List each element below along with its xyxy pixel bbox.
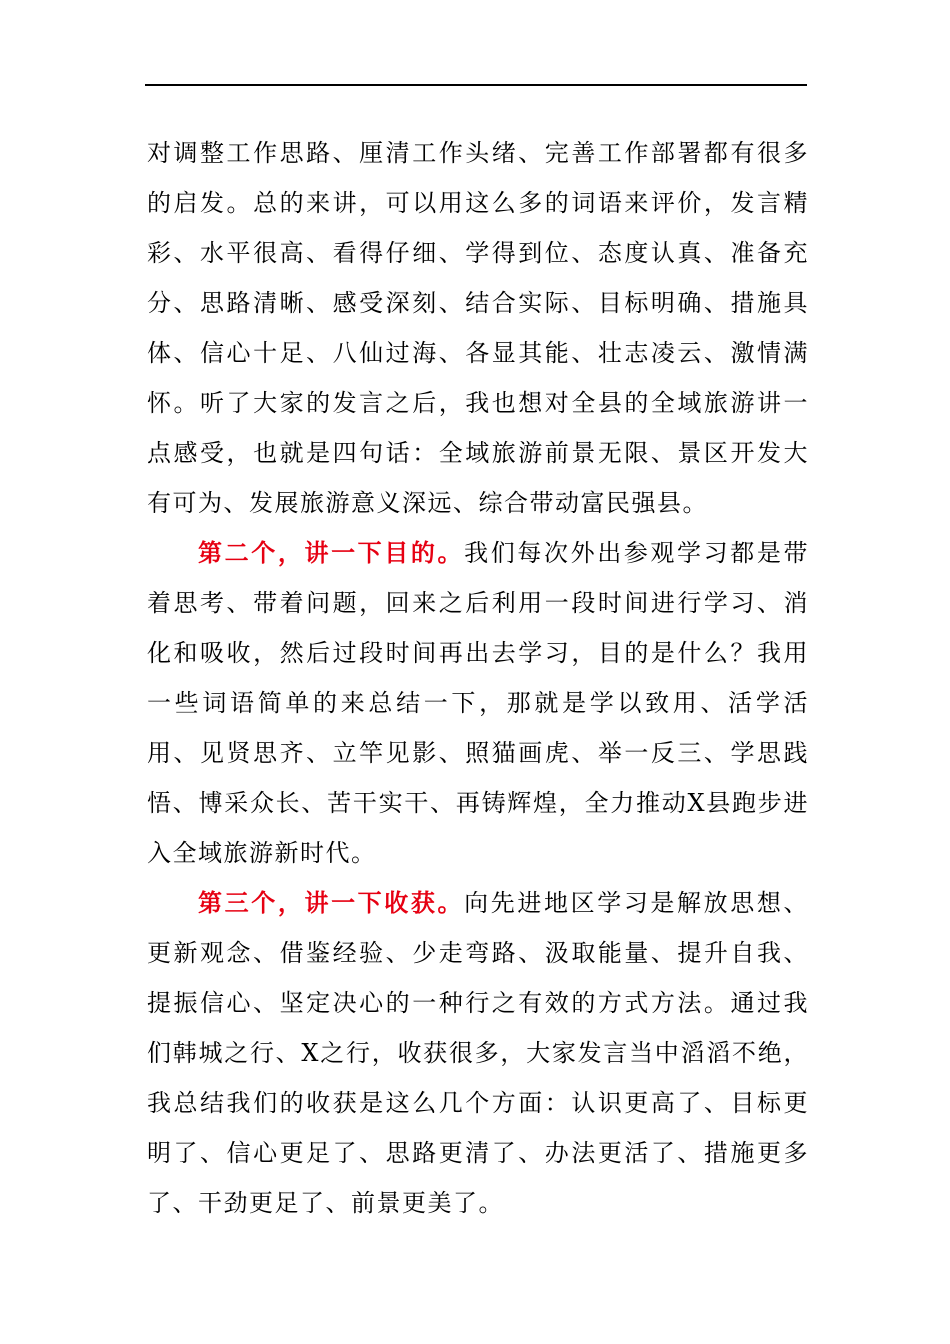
document-body	[147, 128, 809, 1228]
paragraph-1-text: 对调整工作思路、厘清工作头绪、完善工作部署都有很多的启发。总的来讲，可以用这么多的词语来评价，发言精彩、水平很高、看得仔细、学得到位、态度认真、准备充分、思路清晰、感受深刻、结合实际、目标明确、措施具体、信心十足、八仙过海、各显其能、壮志凌云、激情满怀。听了大家的发言之后，我也想对全县的全域旅游讲一点感受，也就是四句话：全域旅游前景无限、景区开发大有可为、发展旅游意义深远、综合带动富民强县。	[147, 139, 809, 517]
header-rule	[145, 84, 807, 86]
paragraph-2-heading: 第二个，讲一下目的。	[198, 538, 465, 567]
paragraph-2-text: 我们每次外出参观学习都是带着思考、带着问题，回来之后利用一段时间进行学习、消化和吸收，然后过段时间再出去学习，目的是什么？我用一些词语简单的来总结一下，那就是学以致用、活学活用、见贤思齐、立竿见影、照猫画虎、举一反三、学思践悟、博采众长、苦干实干、再铸辉煌，全力推动X县跑步进入全域旅游新时代。	[147, 539, 810, 867]
paragraph-1	[147, 128, 809, 528]
paragraph-3-text: 向先进地区学习是解放思想、更新观念、借鉴经验、少走弯路、汲取能量、提升自我、提振信心、坚定决心的一种行之有效的方式方法。通过我们韩城之行、X之行，收获很多，大家发言当中滔滔不绝，我总结我们的收获是这么几个方面：认识更高了、目标更明了、信心更足了、思路更清了、办法更活了、措施更多了、干劲更足了、前景更美了。	[147, 889, 810, 1217]
paragraph-3-heading: 第三个，讲一下收获。	[198, 888, 465, 917]
paragraph-3	[147, 878, 809, 1228]
paragraph-2	[147, 528, 809, 878]
